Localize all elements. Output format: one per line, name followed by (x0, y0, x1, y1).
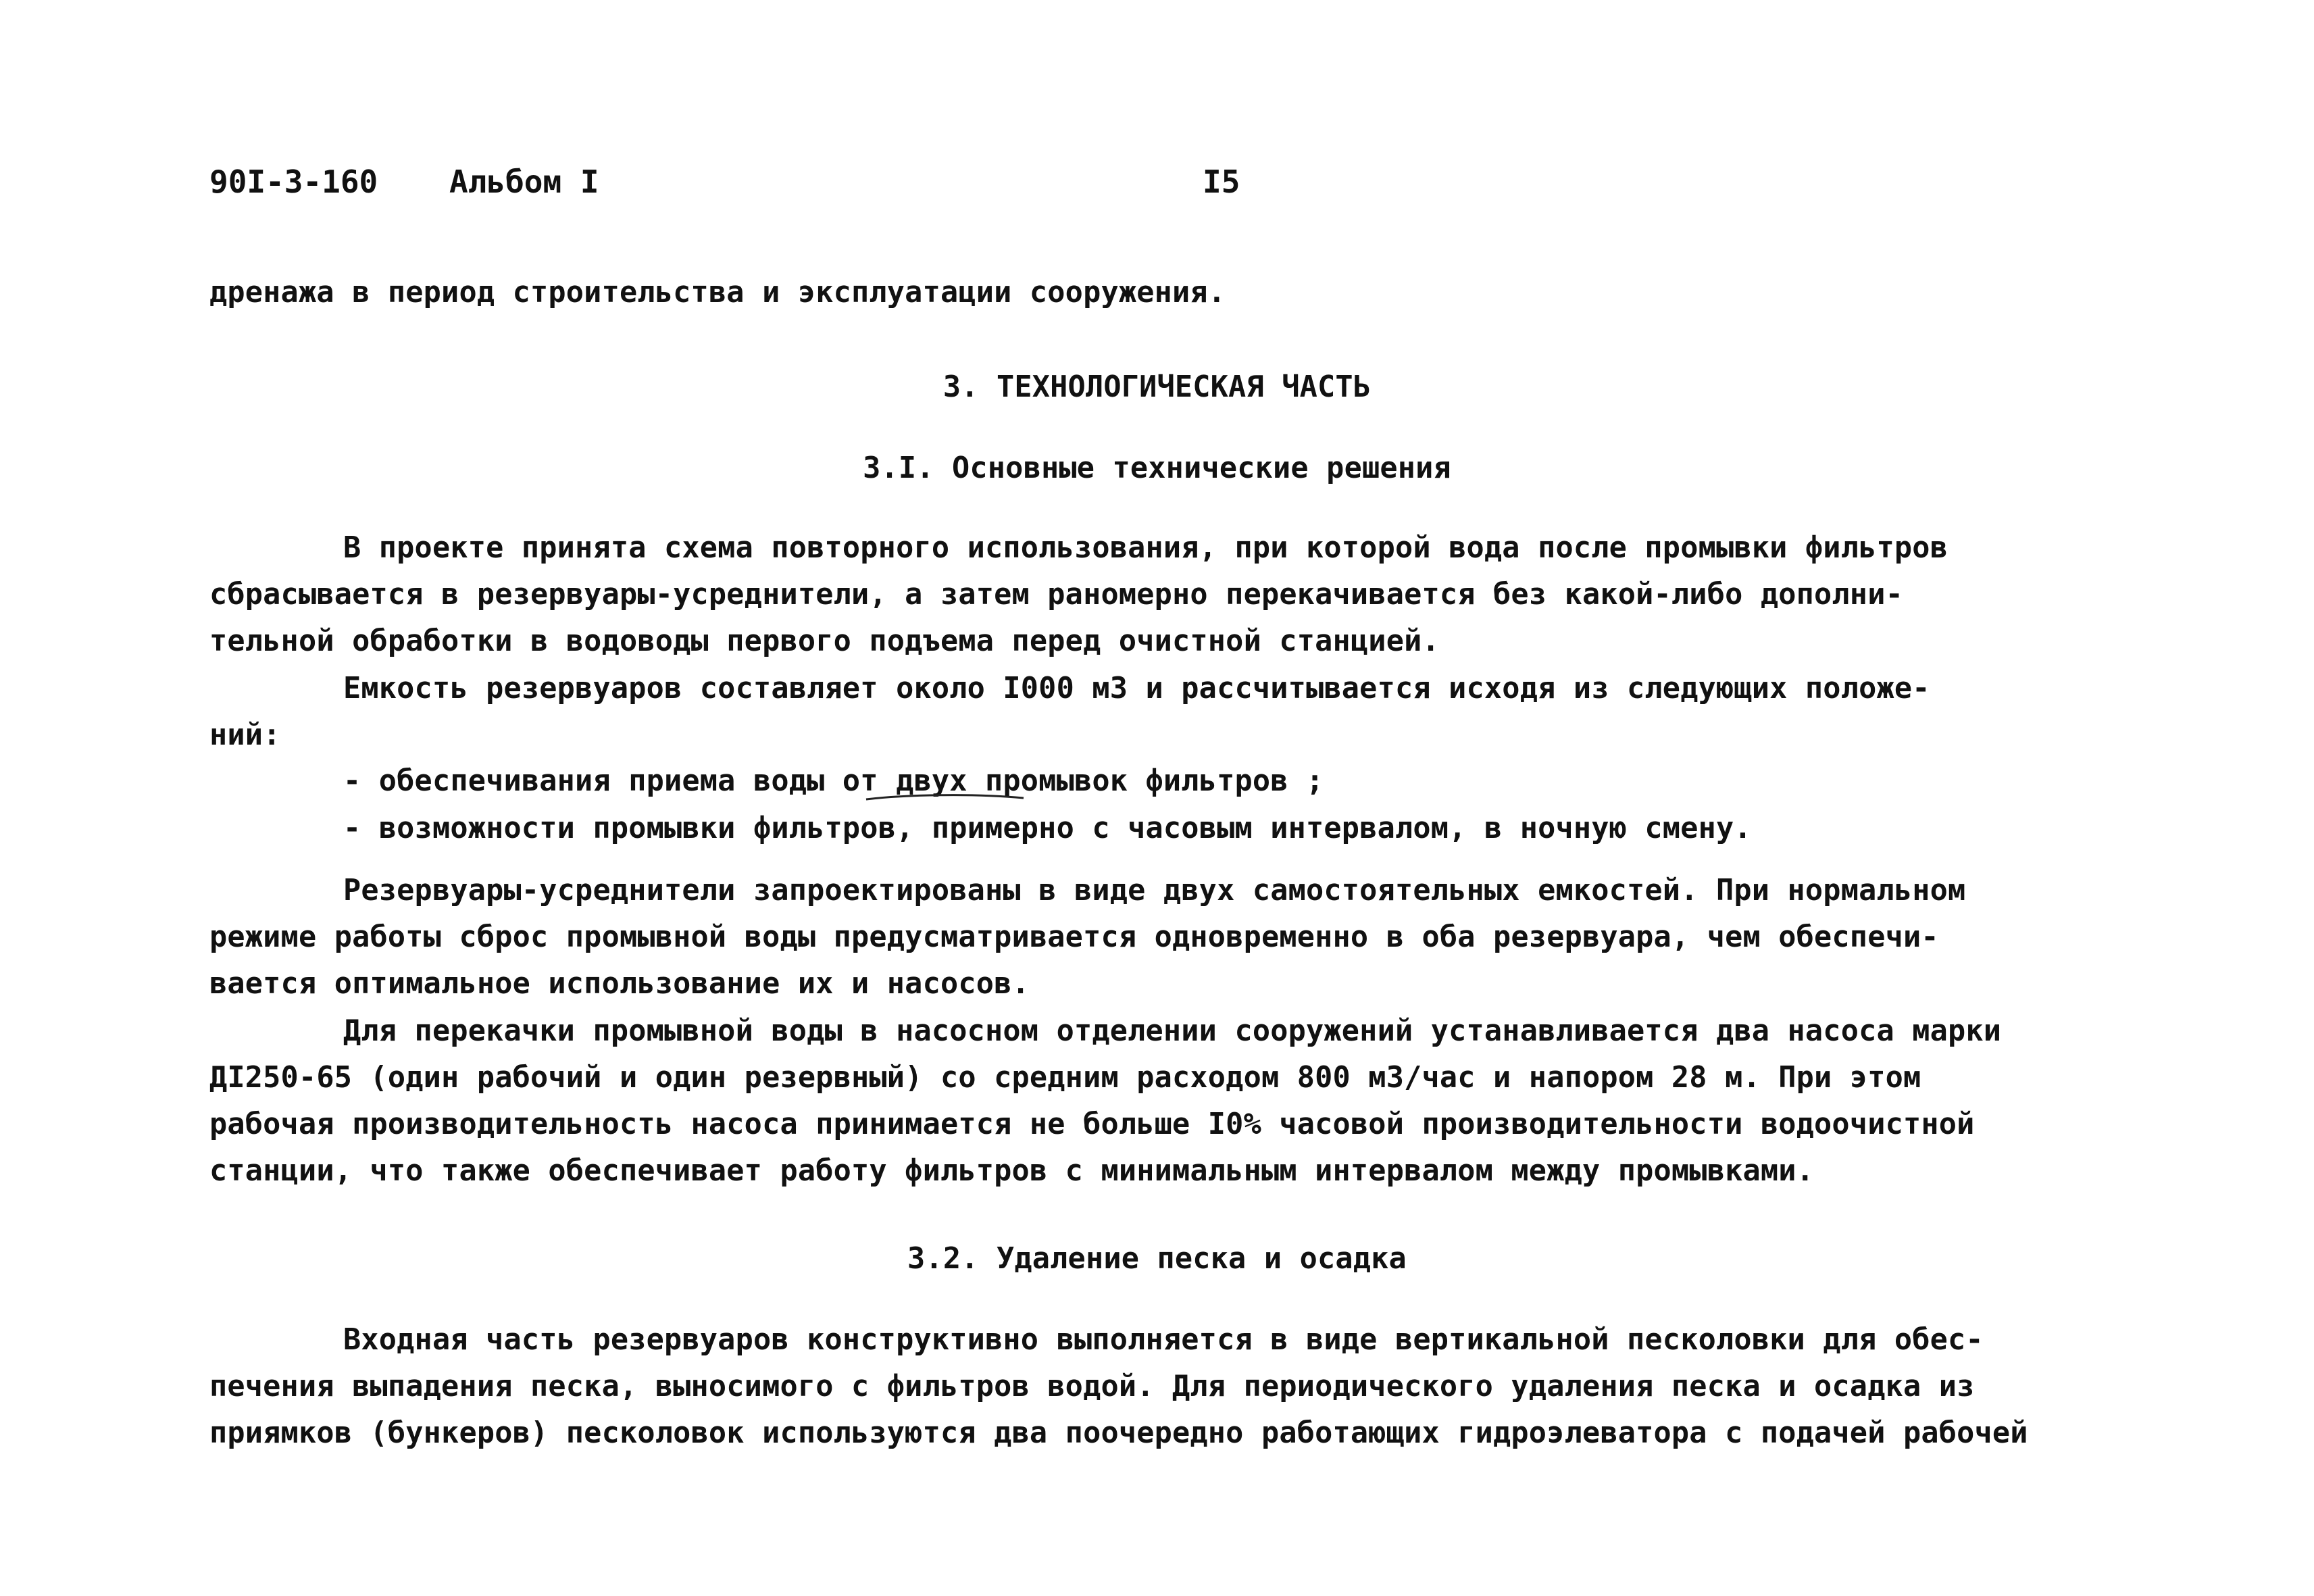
paragraph-line: печения выпадения песка, выносимого с фильтров водой. Для периодического удаления песка и осадка из (209, 1370, 1975, 1403)
document-code: 90I-3-160 (209, 164, 378, 200)
list-item: - обеспечивания приема воды от двух промывок фильтров ; (343, 764, 1324, 798)
paragraph-line: Для перекачки промывной воды в насосном отделении сооружений устанавливается два насоса марки (343, 1014, 2002, 1048)
list-item: - возможности промывки фильтров, примерно с часовым интервалом, в ночную смену. (343, 812, 1752, 845)
paragraph-line: В проекте принята схема повторного использования, при которой вода после промывки фильтров (343, 531, 1948, 565)
text-line: дренажа в период строительства и эксплуатации сооружения. (209, 276, 1226, 309)
paragraph-line: рабочая производительность насоса принимается не больше I0% часовой производительности водоочистной (209, 1107, 1975, 1141)
album-label: Альбом I (449, 164, 599, 200)
subsection-heading: 3.I. Основные технические решения (863, 451, 1451, 485)
paragraph-line: сбрасывается в резервуары-усреднители, а затем раномерно перекачивается без какой-либо дополни- (209, 578, 1903, 612)
paragraph-line: Входная часть резервуаров конструктивно выполняется в виде вертикальной песколовки для обес- (343, 1323, 1984, 1357)
page-number: I5 (1203, 164, 1240, 200)
paragraph-line: станции, что также обеспечивает работу фильтров с минимальным интервалом между промывками. (209, 1154, 1815, 1188)
section-heading: 3. ТЕХНОЛОГИЧЕСКАЯ ЧАСТЬ (942, 370, 1372, 404)
paragraph-line: тельной обработки в водоводы первого подъема перед очистной станцией. (209, 624, 1440, 658)
subsection-heading: 3.2. Удаление песка и осадка (907, 1242, 1407, 1276)
page-header (209, 164, 2101, 211)
paragraph-line: Емкость резервуаров составляет около I000 м3 и рассчитывается исходя из следующих положе- (343, 672, 1930, 705)
paragraph-line: ний: (209, 718, 281, 752)
paragraph-line: Резервуары-усреднители запроектированы в виде двух самостоятельных емкостей. При нормальном (343, 874, 1966, 907)
paragraph-line: вается оптимальное использование их и насосов. (209, 967, 1030, 1001)
paragraph-line: режиме работы сброс промывной воды предусматривается одновременно в оба резервуара, чем обеспечи- (209, 920, 1939, 954)
paragraph-line: приямков (бункеров) песколовок используются два поочередно работающих гидроэлеватора с подачей рабочей (209, 1416, 2028, 1450)
paragraph-line: ДI250-65 (один рабочий и один резервный) со средним расходом 800 м3/час и напором 28 м. При этом (209, 1061, 1921, 1095)
